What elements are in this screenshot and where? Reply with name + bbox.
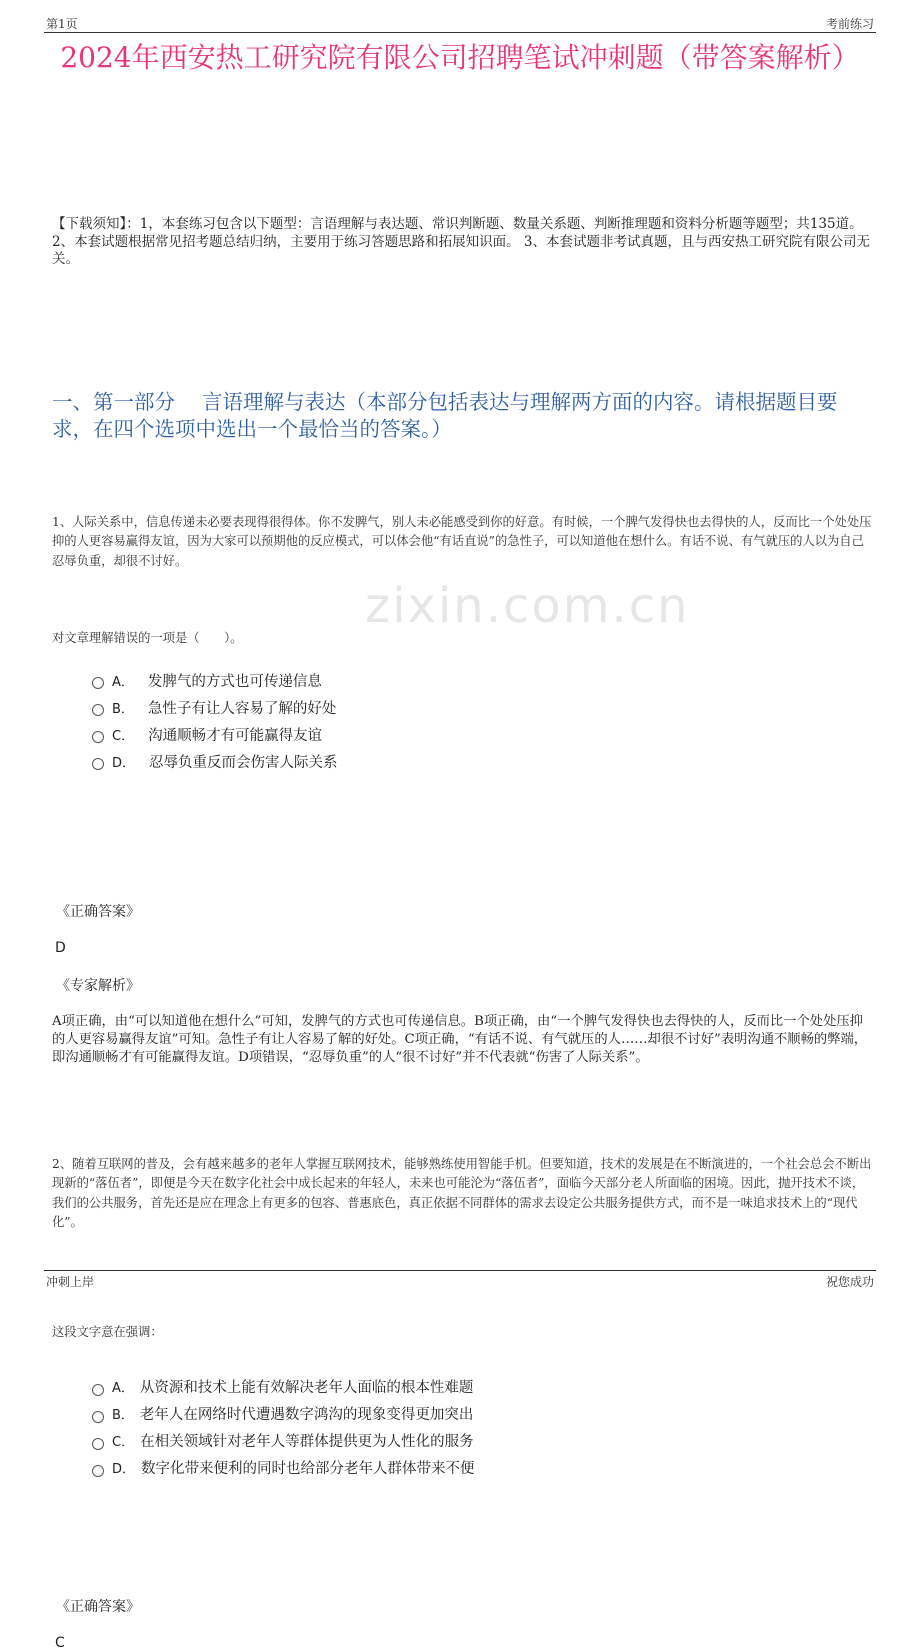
- page-title: 2024年西安热工研究院有限公司招聘笔试冲刺题（带答案解析）: [60, 41, 860, 74]
- answer-label: 《正确答案》: [56, 903, 140, 920]
- radio-icon[interactable]: [92, 677, 104, 689]
- radio-icon[interactable]: [92, 1384, 104, 1396]
- option-b[interactable]: B． 急性子有让人容易了解的好处: [92, 694, 792, 721]
- analysis-text: A项正确，由“可以知道他在想什么”可知，发脾气的方式也可传递信息。B项正确，由“一个脾气发得快也去得快的人，反而比一个处处压抑的人更容易赢得友谊”可知。急性子有让人容易了解的好处。C项正确，“有话不说、有气就压的人……却很不讨好”表明沟通不顺畅的弊端，即沟通顺畅才有可能赢得友谊。D项错误，“忍辱负重”的人“很不讨好”并不代表就“伤害了人际关系”。: [52, 1013, 868, 1065]
- question-1-text: 1、人际关系中，信息传递未必要表现得很得体。你不发脾气，别人未必能感受到你的好意。有时候，一个脾气发得快也去得快的人，反而比一个处处压抑的人更容易赢得友谊，因为大家可以预期他的反应模式，可以体会他“有话直说”的急性子，可以知道他在想什么。有话不说、有气就压的人以为自己忍辱负重，却很不讨好。: [52, 514, 872, 568]
- answer-value: C: [55, 1635, 65, 1651]
- analysis-label: 《专家解析》: [56, 977, 140, 994]
- radio-icon[interactable]: [92, 1465, 104, 1477]
- footer-left: 冲刺上岸: [46, 1275, 95, 1289]
- section-heading: 一、第一部分 言语理解与表达（本部分包括表达与理解两方面的内容。请根据题目要求，在四个选项中选出一个最恰当的答案。）: [52, 389, 838, 441]
- download-notice: 【下载须知】：1，本套练习包含以下题型：言语理解与表达题、常识判断题、数量关系题、判断推理题和资料分析题等题型；共135道。 2、本套试题根据常见招考题总结归纳，主要用于练习答题思路和拓展知识面。 3、本套试题非考试真题，且与西安热工研究院有限公司无关。: [52, 216, 870, 267]
- question-1-prompt: 对文章理解错误的一项是（ ）。: [52, 631, 243, 645]
- question-2-text: 2、随着互联网的普及，会有越来越多的老年人掌握互联网技术，能够熟练使用智能手机。但要知道，技术的发展是在不断演进的，一个社会总会不断出现新的“落伍者”，即便是今天在数字化社会中成长起来的年轻人，未来也可能沦为“落伍者”，面临今天部分老人所面临的困境。因此，抛开技术不谈，我们的公共服务，首先还是应在理念上有更多的包容、普惠底色，真正依据不同群体的需求去设定公共服务提供方式，而不是一味追求技术上的“现代化”。: [52, 1156, 872, 1229]
- option-d[interactable]: D． 忍辱负重反而会伤害人际关系: [92, 748, 792, 775]
- question-2-prompt: 这段文字意在强调：: [52, 1324, 163, 1339]
- answer-label: 《正确答案》: [56, 1599, 140, 1615]
- option-b[interactable]: B． 老年人在网络时代遭遇数字鸿沟的现象变得更加突出: [92, 1400, 792, 1427]
- option-c[interactable]: C． 沟通顺畅才有可能赢得友谊: [92, 721, 792, 748]
- option-a[interactable]: A． 发脾气的方式也可传递信息: [92, 667, 792, 694]
- question-1-options: [92, 667, 792, 775]
- option-a[interactable]: A． 从资源和技术上能有效解决老年人面临的根本性难题: [92, 1373, 792, 1400]
- radio-icon[interactable]: [92, 758, 104, 770]
- answer-value: D: [55, 939, 66, 956]
- radio-icon[interactable]: [92, 1438, 104, 1450]
- header-divider: [44, 32, 876, 33]
- radio-icon[interactable]: [92, 1411, 104, 1423]
- question-2-options: [92, 1373, 792, 1481]
- option-d[interactable]: D． 数字化带来便利的同时也给部分老年人群体带来不便: [92, 1454, 792, 1481]
- footer-right: 祝您成功: [825, 1275, 874, 1289]
- page-number: 第1页: [46, 17, 78, 31]
- footer-divider: [44, 1270, 876, 1271]
- header-label: 考前练习: [825, 17, 874, 31]
- radio-icon[interactable]: [92, 731, 104, 743]
- option-c[interactable]: C． 在相关领域针对老年人等群体提供更为人性化的服务: [92, 1427, 792, 1454]
- watermark: zixin.com.cn: [365, 578, 690, 634]
- radio-icon[interactable]: [92, 704, 104, 716]
